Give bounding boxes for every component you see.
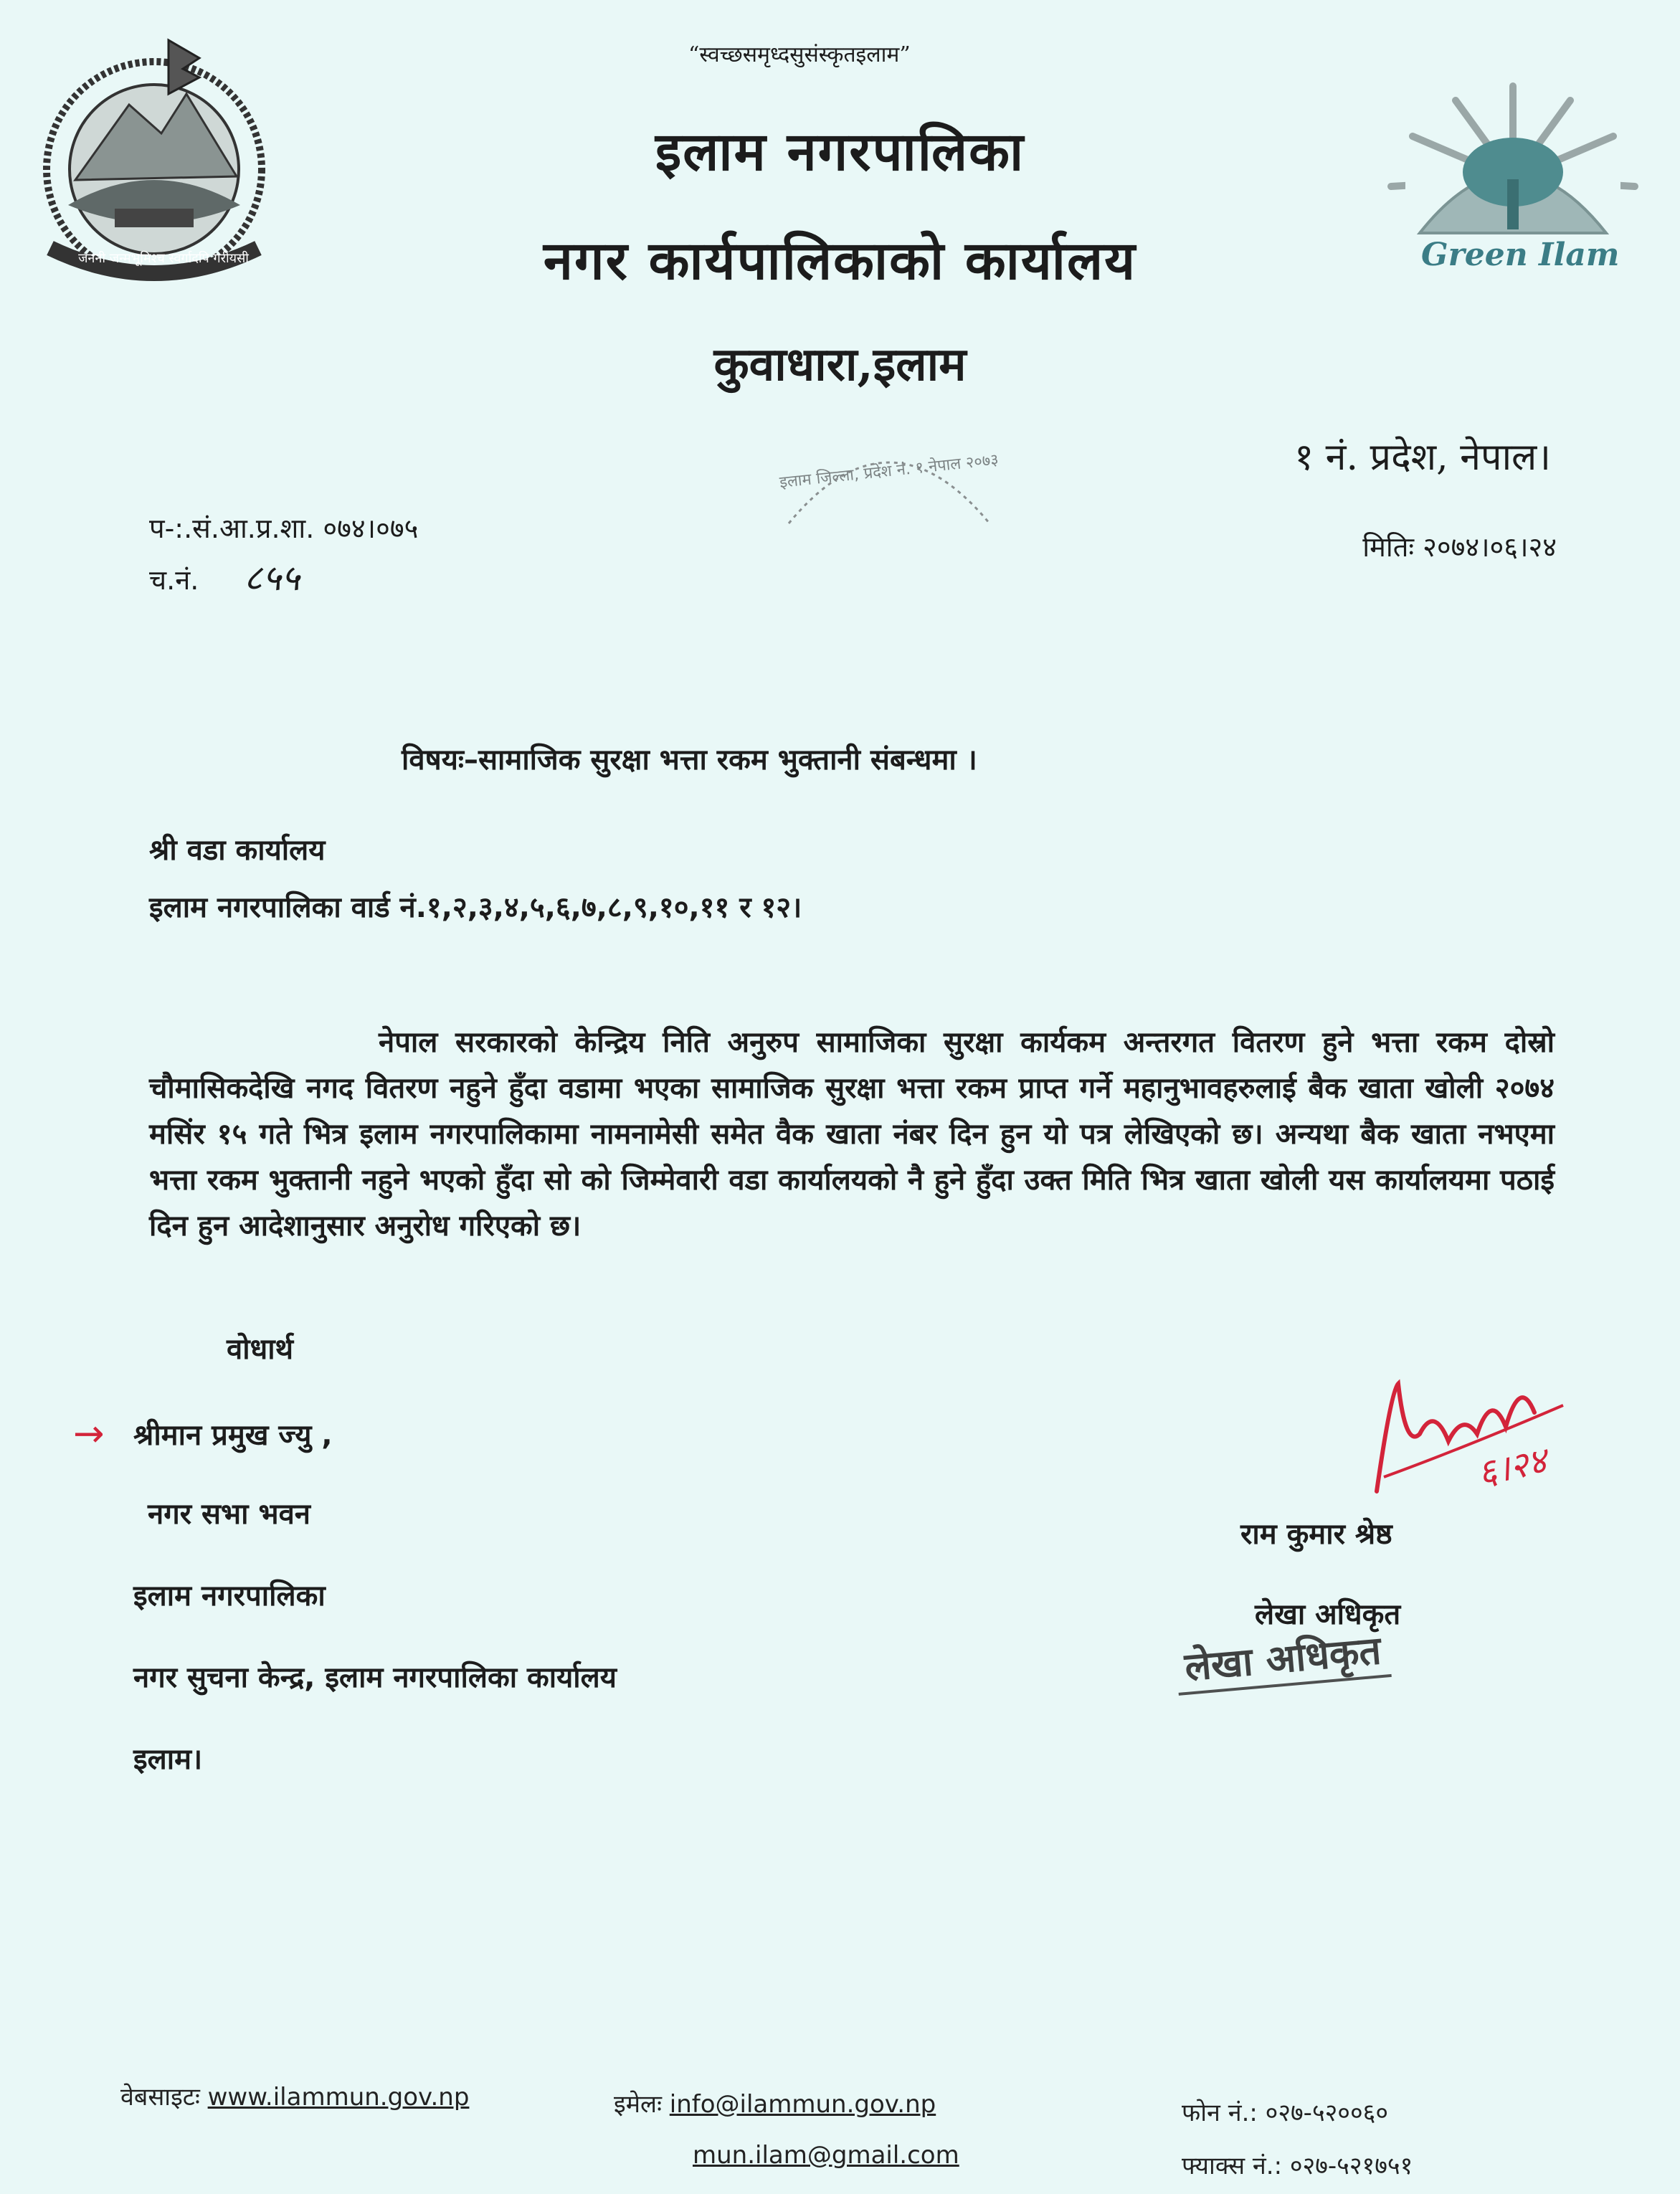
website-label: वेबसाइटः <box>120 2083 200 2112</box>
subject-line: विषयः–सामाजिक सुरक्षा भत्ता रकम भुक्तानी संबन्धमा । <box>402 744 977 777</box>
cc-title: वोधार्थ <box>227 1333 294 1366</box>
office-seal-text: इलाम जिल्ला, प्रदेश नं. १ नेपाल २०७३ <box>778 451 1000 492</box>
office-location: कुवाधारा,इलाम <box>713 338 967 391</box>
addressee-line-2: इलाम नगरपालिका वार्ड नं.१,२,३,४,५,६,७,८,९,१०,११ र १२। <box>149 891 802 924</box>
footer-website <box>120 2079 469 2112</box>
footer-email <box>614 2086 936 2119</box>
green-ilam-logo-text: Green Ilam <box>1421 237 1620 273</box>
motto: “स्वच्छसमृध्दसुसंस्कृतइलाम” <box>688 42 911 67</box>
handwritten-date-note: ६।२४ <box>1473 1439 1551 1495</box>
email-label: इमेलः <box>614 2090 662 2119</box>
red-arrow-mark: → <box>73 1412 105 1455</box>
email-link-1[interactable]: info@ilammun.gov.np <box>669 2090 936 2119</box>
office-title: नगर कार्यपालिकाको कार्यालय <box>543 230 1137 292</box>
letter-body: नेपाल सरकारको केन्द्रिय निति अनुरुप सामाजिका सुरक्षा कार्यकम अन्तरगत वितरण हुने भत्ता रकम दोस्रो चौमासिकदेखि नगद वितरण नहुने हुँदा वडामा भएका सामाजिक सुरक्षा भत्ता रकम प्राप्त गर्ने महानुभावहरुलाई बैक खाता खोली २०७४ मसिंर १५ गते भित्र इलाम नगरपालिकामा नामनामेसी समेत वैक खाता नंबर दिन हुन यो पत्र लेखिएको छ। अन्यथा बैक खाता नभएमा भत्ता रकम भुक्तानी नहुने भएको हुँदा सो को जिम्मेवारी वडा कार्यालयको नै हुने हुँदा उक्त मिति भित्र खाता खोली यस कार्यालयमा पठाई दिन हुन आदेशानुसार अनुरोध गरिएको छ। <box>149 1026 1555 1243</box>
cc-line-1: श्रीमान प्रमुख ज्यु , <box>133 1419 333 1452</box>
emblem-caption: जननी जन्मभूमिश्च स्वर्गादपि गरीयसी <box>78 251 249 266</box>
footer-phone: फोन नं.: ०२७-५२००६० <box>1182 2099 1389 2127</box>
footer-fax: फ्याक्स नं.: ०२७-५२१७५१ <box>1182 2152 1413 2180</box>
handwritten-signature-icon <box>1348 1362 1577 1506</box>
addressee-line-1: श्री वडा कार्यालय <box>149 834 326 867</box>
cc-line-2: नगर सभा भवन <box>148 1498 311 1531</box>
email-link-2[interactable]: mun.ilam@gmail.com <box>693 2141 959 2170</box>
designation-stamp: लेखा अधिकृत <box>1174 1621 1392 1696</box>
dispatch-number-value: ८५५ <box>244 557 300 599</box>
reference-number: प-:.सं.आ.प्र.शा. ०७४।०७५ <box>149 513 419 544</box>
website-link[interactable]: www.ilammun.gov.np <box>207 2083 470 2112</box>
signer-name: राम कुमार श्रेष्ठ <box>1240 1518 1392 1551</box>
signer-title: लेखा अधिकृत <box>1255 1598 1401 1631</box>
municipality-title: इलाम नगरपालिका <box>655 121 1025 183</box>
footer-email-2 <box>693 2141 959 2170</box>
dispatch-number-label: च.नं. <box>149 564 199 596</box>
cc-line-4: नगर सुचना केन्द्र, इलाम नगरपालिका कार्यालय <box>133 1661 617 1694</box>
cc-line-3: इलाम नगरपालिका <box>133 1580 326 1613</box>
cc-line-5: इलाम। <box>133 1743 203 1776</box>
letter-date: मितिः २०७४।०६।२४ <box>1362 531 1557 563</box>
province-line: १ नं. प्रदेश, नेपाल। <box>1294 436 1551 479</box>
